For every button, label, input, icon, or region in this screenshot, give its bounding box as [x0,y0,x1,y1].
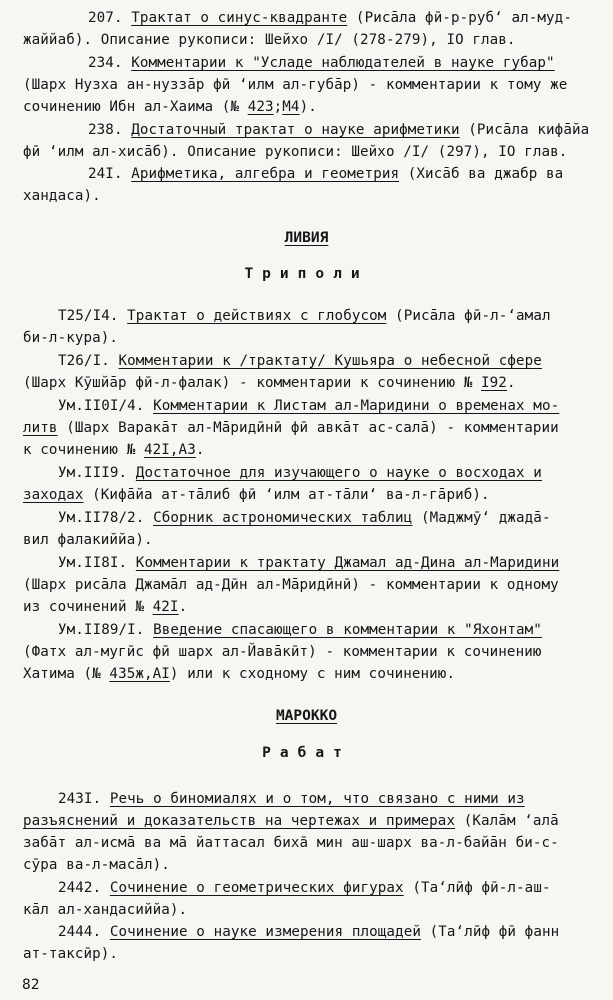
entry-ref: 423 [247,99,274,115]
entry-title: Трактат о синус-квадранте [131,10,348,26]
entry-text: (Та‘лӣф фӣ фанн [420,924,560,940]
entry-207-line-2: жаййаб). Описание рукописи: Шейхо /I/ (278-279), IO глав. [23,32,516,48]
entry-234-line-3 [23,96,317,118]
page-number: 82 [22,977,40,993]
entry-id: 234 [88,55,114,71]
entry-text: . [506,375,516,391]
entry-text: (Калāм ‘алā [455,813,559,829]
entry-id: 2444 [58,924,93,940]
entry-2442-line-2: кāл ал-хандасиййа). [23,902,188,918]
country-heading-morocco: МАРОККО [275,708,338,724]
entry-text: (Шарх Кӯшйāр фӣ-л-фалак) - комментарии к сочинению № [23,375,482,391]
entry-um1119-line-1: Ум.III9. Достаточное для изучающего о науке о восходах и [58,465,542,481]
entry-2431-line-2 [23,810,559,832]
entry-2442-line-1: 2442. Сочинение о геометрических фигурах (Та‘лӣф фӣ-л-аш- [58,880,551,896]
country-heading-libya: ЛИВИЯ [284,230,329,246]
city-heading-rabat: Рабат [262,745,351,761]
entry-um1178-line-1: Ум.II78/2. Сборник астрономических таблиц (Маджмӯ‘ джадā- [58,510,551,526]
entry-2444-line-2: ат-таксӣр). [23,946,119,962]
entry-id: Ум.III9 [58,465,119,481]
entry-text: . [178,599,188,615]
entry-id: 243I [58,791,93,807]
entry-id: 2442 [58,880,93,896]
entry-um1181-line-1: Ум.II8I. Комментарии к трактату Джамал ад-Дина ал-Маридини [58,555,560,571]
entry-text: к сочинению № [23,442,144,458]
entry-ref: 42I,A3 [143,442,196,458]
entry-t25-line-2: би-л-кура). [23,330,119,346]
entry-title: Сочинение о геометрических фигурах [109,880,404,896]
entry-2431-line-4: сӯра ва-л-масāл). [23,857,170,873]
entry-title: Комментарии к "Усладе наблюдателей в науке губар" [131,55,555,71]
entry-title: Введение спасающего в комментарии к "Яхонтам" [153,622,542,638]
entry-title: Речь о биномиалях и о том, что связано с ними из [109,791,525,807]
entry-id: Ум.II8I [58,555,119,571]
entry-id: T25/I4 [58,308,110,324]
entry-207-line-1: 207. Трактат о синус-квадранте (Рисāла фӣ-р-руб‘ ал-муд- [88,10,572,26]
entry-title: Комментарии к Листам ал-Маридини о временах мо- [153,398,560,414]
entry-title: литв [23,420,58,436]
entry-text: (Хисāб ва джабр ва [399,166,564,182]
entry-um1101-line-3 [23,439,205,461]
entry-text: ). [299,99,317,115]
entry-t26-line-2 [23,372,516,394]
entry-title: разъяснений и доказательств на чертежах и примерах [23,813,456,829]
entry-text: ) или к сходному с ним сочинению. [169,666,456,682]
entry-2431-line-1: 243I. Речь о биномиалях и о том, что связано с ними из [58,791,525,807]
entry-2431-line-3: забāт ал-исмā ва мā йаттасал биха̄ мин аш-шарх ва-л-байāн би-с- [23,835,559,851]
entry-title: Трактат о действиях с глобусом [127,308,387,324]
entry-title: Арифметика, алгебра и геометрия [131,166,400,182]
entry-text: ; [273,99,283,115]
entry-um1189-line-1: Ум.II89/I. Введение спасающего в комментарии к "Яхонтам" [58,622,542,638]
entry-id: Ум.II89/I [58,622,136,638]
entry-text: . [195,442,205,458]
entry-text: сочинению Ибн ал-Хаима (№ [23,99,248,115]
entry-um1101-line-2 [23,417,559,439]
entry-234-line-1: 234. Комментарии к "Усладе наблюдателей в науке губар" [88,55,555,71]
entry-title: Сборник астрономических таблиц [153,510,413,526]
entry-238-line-2: фӣ ‘илм ал-хисāб). Описание рукописи: Шейхо /I/ (297), IO глав. [23,144,568,160]
entry-text: Хатима (№ [23,666,110,682]
entry-text: (Кифāйа ат-тāлиб фӣ ‘илм ат-тāли‘ ва-л-гāриб). [83,487,490,503]
entry-id: 24I [88,166,114,182]
entry-um1181-line-2: (Шарх рисāла Джамāл ад-Дӣн ал-Мāридӣнӣ) - комментарии к одному [23,577,559,593]
entry-text: (Рисāла фӣ-л-‘амал [386,308,551,324]
entry-ref: 42I [152,599,179,615]
entry-t26-line-1: T26/I. Комментарии к /трактату/ Кушьяра о небесной сфере [58,353,542,369]
entry-234-line-2: (Шарх Нузха ан-нуззāр фӣ ‘илм ал-губāр) - комментарии к тому же [23,77,568,93]
entry-id: Ум.II0I/4 [58,398,136,414]
entry-text: (Рисāла фӣ-р-руб‘ ал-муд- [347,10,572,26]
entry-text: из сочинений № [23,599,153,615]
entry-um1178-line-2: вил фалакиййа). [23,532,153,548]
entry-text: (Шарх Варакāт ал-Мāридӣнӣ фӣ авкāт ас-салā) - комментарии [57,420,559,436]
entry-ref: 435ж,AI [109,666,170,682]
entry-id: 207 [88,10,114,26]
entry-um1119-line-2 [23,484,490,506]
entry-ref: М4 [282,99,300,115]
entry-241-line-2: хандаса). [23,188,101,204]
entry-um1189-line-3 [23,663,455,685]
entry-title: Достаточное для изучающего о науке о восходах и [135,465,542,481]
entry-title: Комментарии к /трактату/ Кушьяра о небесной сфере [118,353,542,369]
entry-title: Комментарии к трактату Джамал ад-Дина ал-Маридини [135,555,560,571]
entry-id: Ум.II78/2 [58,510,136,526]
city-heading-tripoli: Триполи [244,266,369,282]
entry-title: заходах [23,487,84,503]
entry-text: (Та‘лӣф фӣ-л-аш- [403,880,551,896]
entry-ref: I92 [481,375,507,391]
entry-um1189-line-2: (Фатх ал-мугӣс фӣ шарх ал-Йавāкӣт) - комментарии к сочинению [23,644,542,660]
entry-title: Сочинение о науке измерения площадей [109,924,421,940]
entry-text: (Рисāла кифāйа [459,122,590,138]
entry-241-line-1: 24I. Арифметика, алгебра и геометрия (Хисāб ва джабр ва [88,166,564,182]
entry-um1101-line-1: Ум.II0I/4. Комментарии к Листам ал-Маридини о временах мо- [58,398,560,414]
entry-2444-line-1: 2444. Сочинение о науке измерения площадей (Та‘лӣф фӣ фанн [58,924,560,940]
entry-t25-line-1: T25/I4. Трактат о действиях с глобусом (Рисāла фӣ-л-‘амал [58,308,551,324]
entry-238-line-1: 238. Достаточный трактат о науке арифметики (Рисāла кифāйа [88,122,590,138]
entry-text: (Маджмӯ‘ джадā- [412,510,551,526]
entry-id: 238 [88,122,114,138]
entry-id: T26/I [58,353,102,369]
entry-um1181-line-3 [23,596,187,618]
entry-title: Достаточный трактат о науке арифметики [131,122,460,138]
